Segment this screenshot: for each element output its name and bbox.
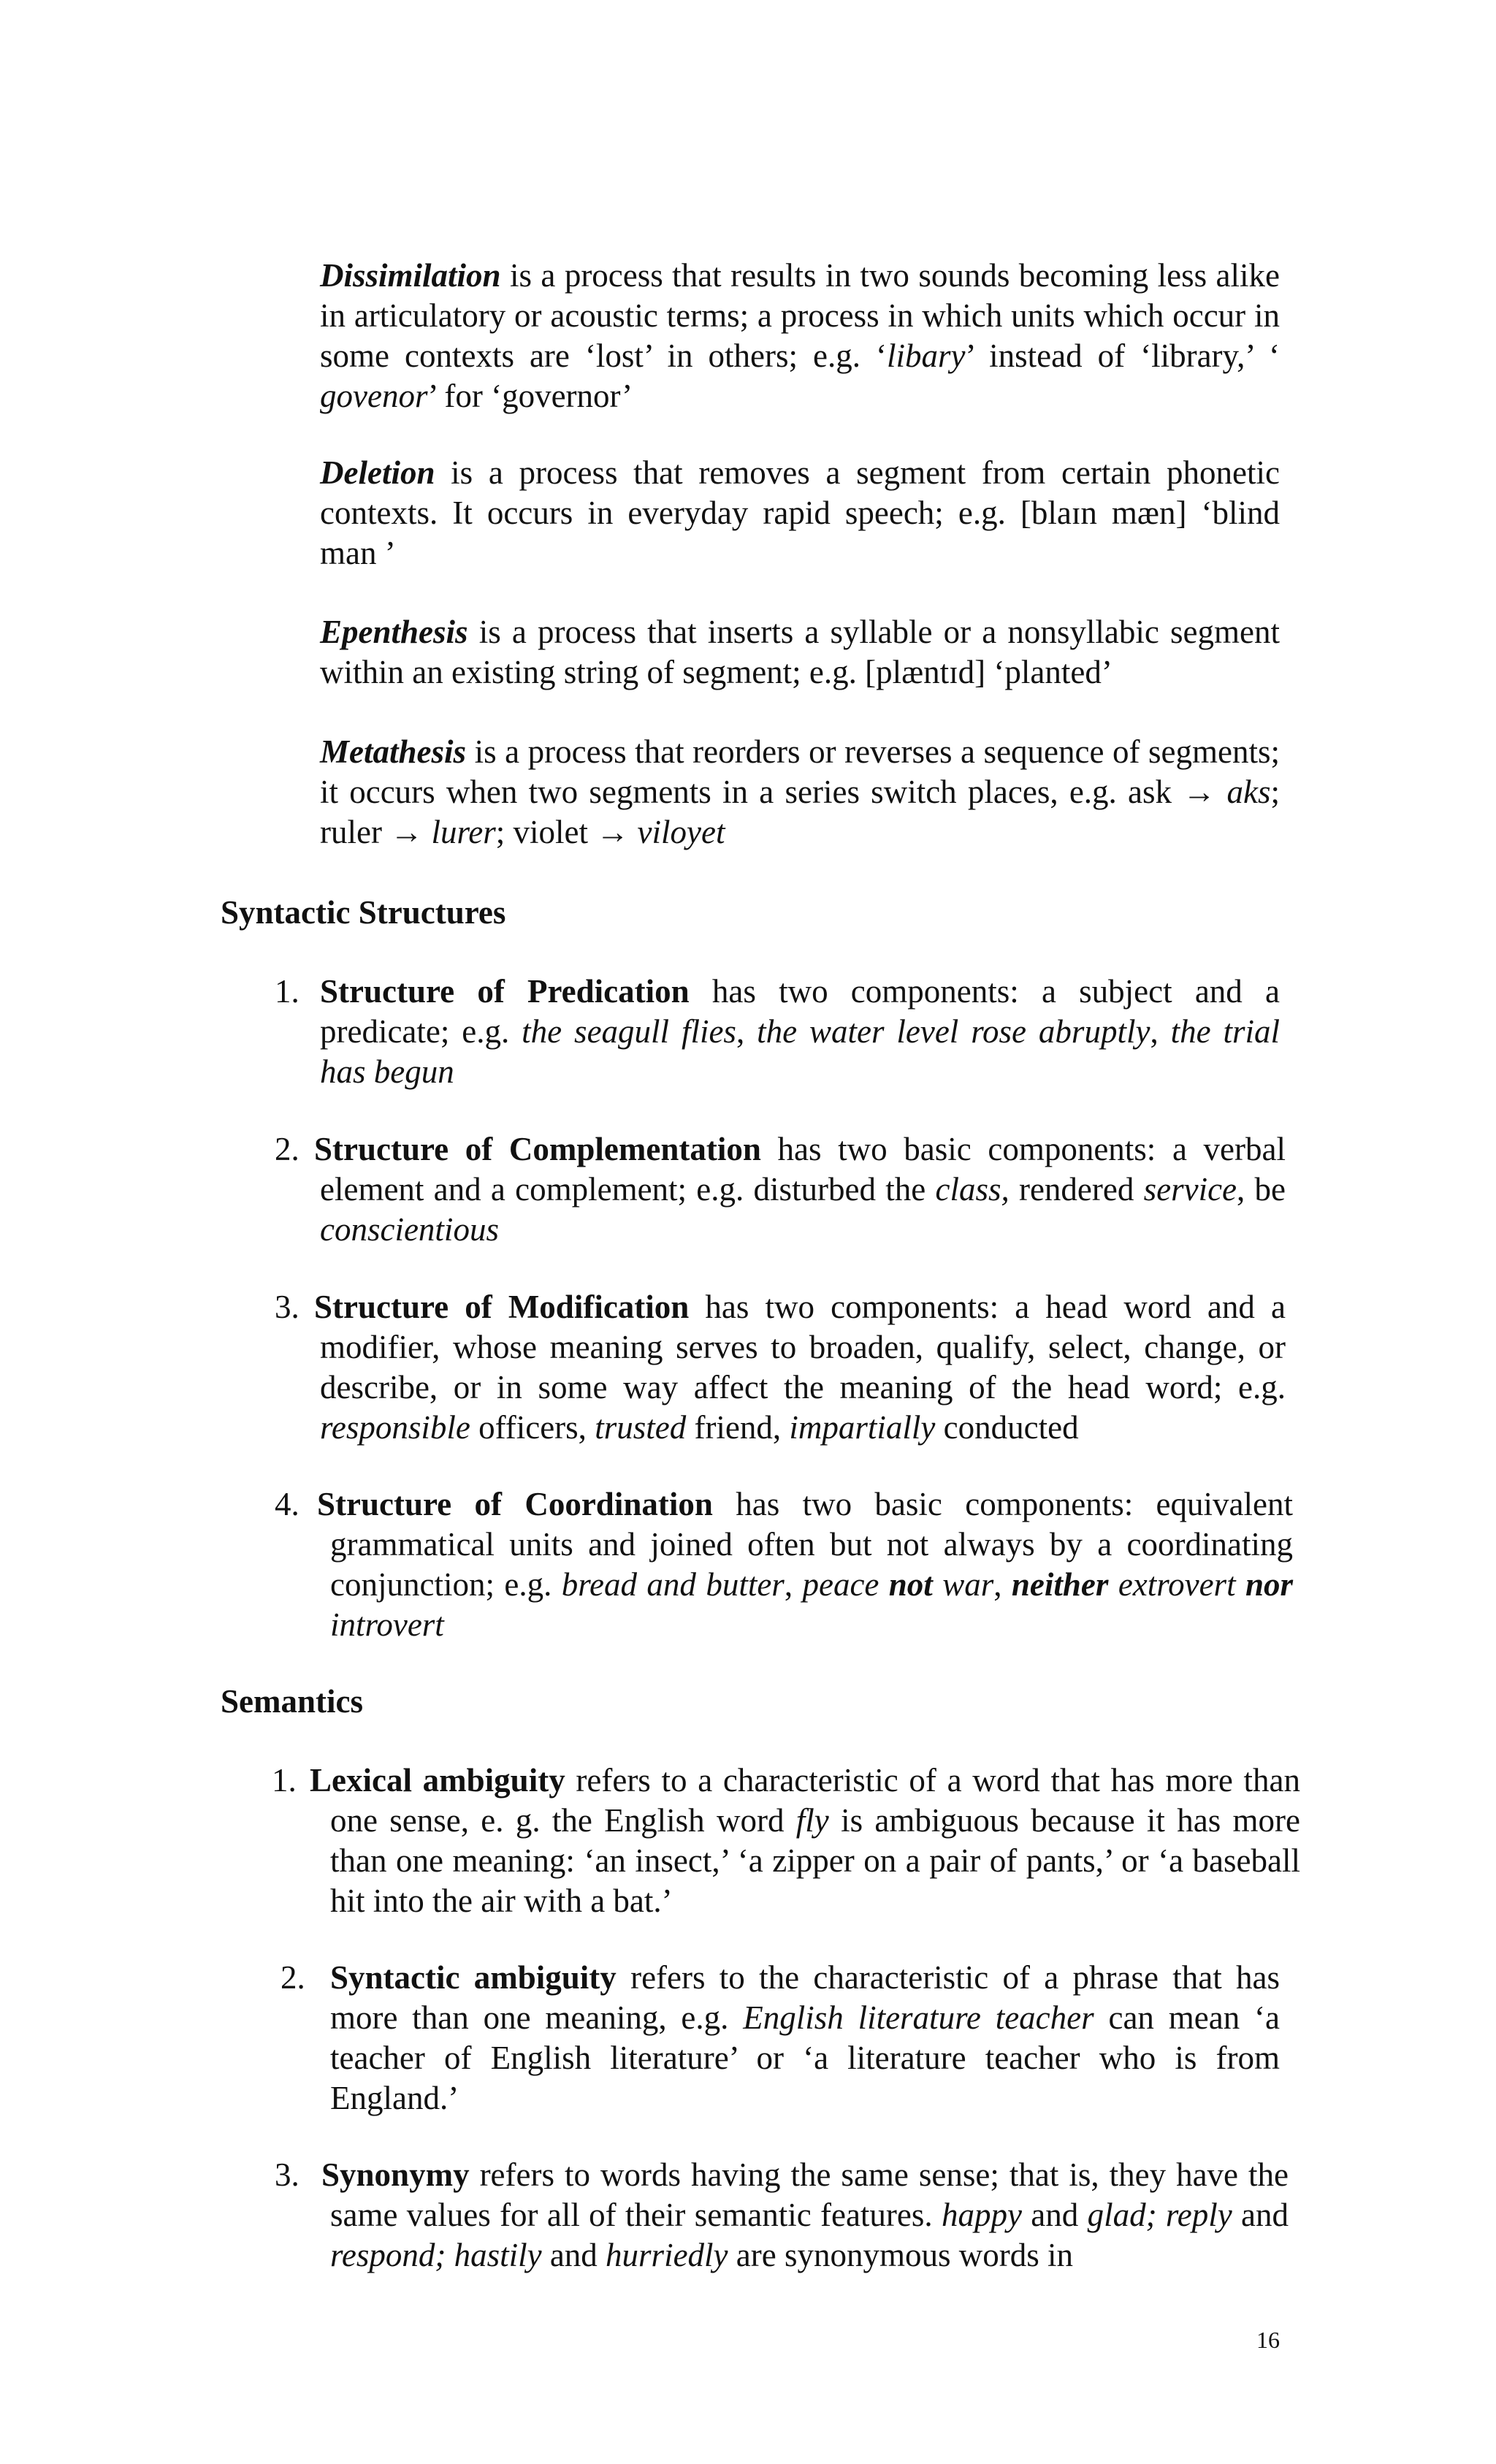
- example: govenor: [320, 378, 428, 414]
- dissimilation-term: Dissimilation: [320, 257, 501, 294]
- text: officers,: [470, 1409, 595, 1446]
- deletion-text: is a process that removes a segment from certain phonetic contexts. It occurs in everyday rapid speech; e.g. [blaɪn mæn] ‘blind man ’: [320, 454, 1280, 571]
- example: aks: [1226, 774, 1271, 810]
- text: ,: [993, 1566, 1012, 1603]
- example: the seagull flies: [522, 1013, 736, 1050]
- section-heading-syntactic-structures: Syntactic Structures: [221, 894, 506, 931]
- deletion-paragraph: [320, 453, 1280, 573]
- text: ,: [1150, 1013, 1171, 1050]
- example: bread and butter: [561, 1566, 785, 1603]
- list-item-body: [317, 1484, 1293, 1645]
- text: has two components: a head word and a modifier, whose meaning serves to broaden, qualify, select, change, or describe, or in some way affect the meaning of the head word; e.g.: [320, 1289, 1286, 1405]
- epenthesis-term: Epenthesis: [320, 614, 468, 650]
- list-number: 1.: [272, 1762, 297, 1799]
- text: and: [1021, 2197, 1088, 2233]
- dissimilation-text: ’ for ‘governor’: [427, 378, 633, 414]
- emphasis: not: [888, 1566, 933, 1603]
- text: and: [541, 2237, 606, 2273]
- deletion-term: Deletion: [320, 454, 435, 491]
- metathesis-paragraph: [320, 732, 1280, 853]
- text: ,: [784, 1566, 803, 1603]
- dissimilation-text: ’ instead of ‘library,’ ‘: [965, 337, 1280, 374]
- metathesis-term: Metathesis: [320, 733, 467, 770]
- list-number: 3.: [275, 2156, 299, 2193]
- list-number: 3.: [275, 1289, 299, 1325]
- example: hurriedly: [606, 2237, 728, 2273]
- example: responsible: [320, 1409, 470, 1446]
- list-number: 2.: [280, 1959, 305, 1996]
- text: are synonymous words in: [728, 2237, 1073, 2273]
- arrow-right-icon: →: [596, 814, 630, 850]
- example: respond; hastily: [330, 2237, 542, 2273]
- example: glad; reply: [1087, 2197, 1232, 2233]
- text: friend,: [686, 1409, 790, 1446]
- metathesis-text: ; violet: [495, 814, 597, 850]
- text: refers to a characteristic of a word that has more than one sense, e. g. the English word: [330, 1762, 1300, 1839]
- text: ,: [736, 1013, 757, 1050]
- list-item-body: [320, 972, 1280, 1092]
- term: Syntactic ambiguity: [330, 1959, 617, 1996]
- epenthesis-paragraph: [320, 612, 1280, 693]
- text: refers to words having the same sense; that is, they have the same values for all of their semantic features.: [330, 2156, 1289, 2233]
- term: Structure of Predication: [320, 973, 690, 1010]
- example: English literature teacher: [743, 1999, 1094, 2036]
- example: trusted: [595, 1409, 687, 1446]
- text: refers to the characteristic of a phrase that has more than one meaning, e.g.: [330, 1959, 1280, 2036]
- example: viloyet: [637, 814, 725, 850]
- term: Structure of Complementation: [314, 1131, 761, 1167]
- example: happy: [941, 2197, 1022, 2233]
- example: introvert: [330, 1606, 444, 1643]
- example: the trial has begun: [320, 1013, 1280, 1090]
- list-item-body: [314, 1129, 1286, 1250]
- list-number: 2.: [275, 1131, 299, 1167]
- list-number: 4.: [275, 1486, 299, 1522]
- term: Lexical ambiguity: [310, 1762, 565, 1799]
- text: has two components: a subject and a predicate; e.g.: [320, 973, 1280, 1050]
- arrow-right-icon: →: [390, 814, 424, 850]
- example: service: [1143, 1171, 1237, 1208]
- list-item-body: [310, 1761, 1300, 1921]
- example: extrovert: [1108, 1566, 1245, 1603]
- example: conscientious: [320, 1211, 499, 1248]
- term: Structure of Modification: [314, 1289, 690, 1325]
- text: is ambiguous because it has more than one meaning: ‘an insect,’ ‘a zipper on a pair of pants,’ or ‘a baseball hit into the air with a bat.’: [330, 1802, 1300, 1919]
- text: and: [1232, 2197, 1289, 2233]
- example: peace: [802, 1566, 889, 1603]
- dissimilation-text: is a process that results in two sounds becoming less alike in articulatory or acoustic terms; a process in which units which occur in some contexts are ‘lost’ in others; e.g. ‘: [320, 257, 1280, 374]
- text: rendered: [1009, 1171, 1144, 1208]
- list-item-body: [321, 2155, 1289, 2276]
- list-item-body: [330, 1958, 1280, 2118]
- example: the water level rose abruptly: [757, 1013, 1150, 1050]
- metathesis-text: is a process that reorders or reverses a sequence of segments; it occurs when two segments in a series switch places, e.g. ask: [320, 733, 1280, 810]
- emphasis: nor: [1245, 1566, 1294, 1603]
- example: fly: [795, 1802, 829, 1839]
- example: war: [932, 1566, 994, 1603]
- page-number: 16: [1256, 2327, 1280, 2353]
- example: impartially: [789, 1409, 936, 1446]
- arrow-right-icon: →: [1183, 774, 1216, 810]
- term: Synonymy: [321, 2156, 470, 2193]
- dissimilation-paragraph: [320, 256, 1280, 416]
- epenthesis-text: is a process that inserts a syllable or a nonsyllabic segment within an existing string of segment; e.g. [plæntɪd] ‘planted’: [320, 614, 1280, 690]
- list-item-body: [314, 1287, 1286, 1448]
- emphasis: neither: [1011, 1566, 1109, 1603]
- text: has two basic components: equivalent grammatical units and joined often but not always by a coordinating conjunction; e.g.: [330, 1486, 1293, 1603]
- text: has two basic components: a verbal element and a complement; e.g. disturbed the: [320, 1131, 1286, 1208]
- metathesis-text: ; ruler: [320, 774, 1280, 850]
- section-heading-semantics: Semantics: [221, 1683, 363, 1720]
- example: class,: [935, 1171, 1010, 1208]
- example: libary: [887, 337, 966, 374]
- text: conducted: [935, 1409, 1079, 1446]
- example: lurer: [431, 814, 496, 850]
- term: Structure of Coordination: [317, 1486, 713, 1522]
- text: can mean ‘a teacher of English literature’ or ‘a literature teacher who is from England.’: [330, 1999, 1280, 2116]
- text: , be: [1237, 1171, 1286, 1208]
- list-number: 1.: [275, 973, 299, 1010]
